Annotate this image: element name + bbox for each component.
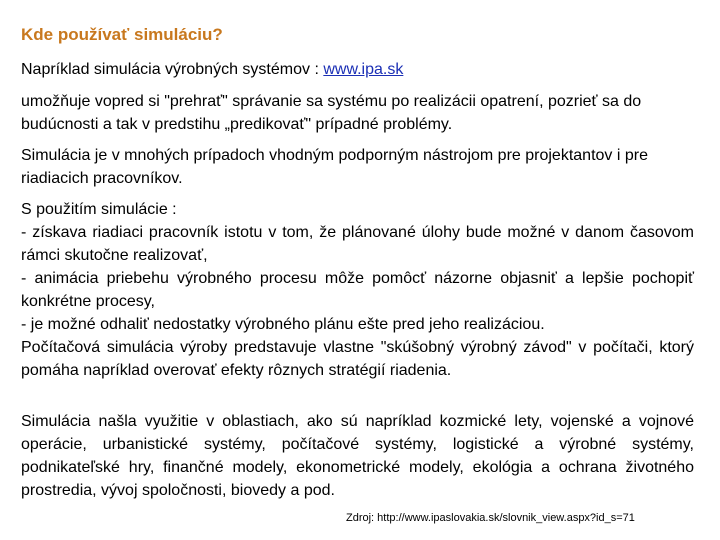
benefit-item: - získava riadiaci pracovník istotu v tom, že plánované úlohy bude možné v danom časovom rámci skutočne realizovať,	[21, 224, 694, 264]
paragraph-benefits	[21, 198, 694, 382]
benefits-closing: Počítačová simulácia výroby predstavuje vlastne "skúšobný výrobný závod" v počítači, ktorý pomáha napríklad overovať efekty rôznych stratégií riadenia.	[21, 339, 694, 379]
ipa-link[interactable]: www.ipa.sk	[323, 61, 404, 78]
paragraph-tool: Simulácia je v mnohých prípadoch vhodným podporným nástrojom pre projektantov i pre riadiacich pracovníkov.	[21, 147, 648, 187]
paragraph-applications: Simulácia našla využitie v oblastiach, ako sú napríklad kozmické lety, vojenské a vojnové operácie, urbanistické systémy, počítačové systémy, logistické a výrobné systémy, podnikateľské hry, finančné modely, ekonometrické modely, ekológia a ochrana životného prostredia, vývoj spoločnosti, biovedy a pod.	[21, 413, 694, 499]
benefits-intro: S použitím simulácie :	[21, 201, 177, 218]
source-citation: Zdroj: http://www.ipaslovakia.sk/slovnik_view.aspx?id_s=71	[346, 512, 635, 524]
example-text: Napríklad simulácia výrobných systémov :	[21, 61, 324, 78]
example-paragraph	[21, 58, 694, 81]
benefit-item: - animácia priebehu výrobného procesu môže pomôcť názorne objasniť a lepšie pochopiť konkrétne procesy,	[21, 270, 694, 310]
slide-title: Kde používať simuláciu?	[21, 25, 223, 44]
benefit-item: - je možné odhaliť nedostatky výrobného plánu ešte pred jeho realizáciou.	[21, 316, 545, 333]
paragraph-prediction: umožňuje vopred si "prehrať" správanie sa systému po realizácii opatrení, pozrieť sa do budúcnosti a tak v predstihu „predikovať" prípadné problémy.	[21, 93, 642, 133]
